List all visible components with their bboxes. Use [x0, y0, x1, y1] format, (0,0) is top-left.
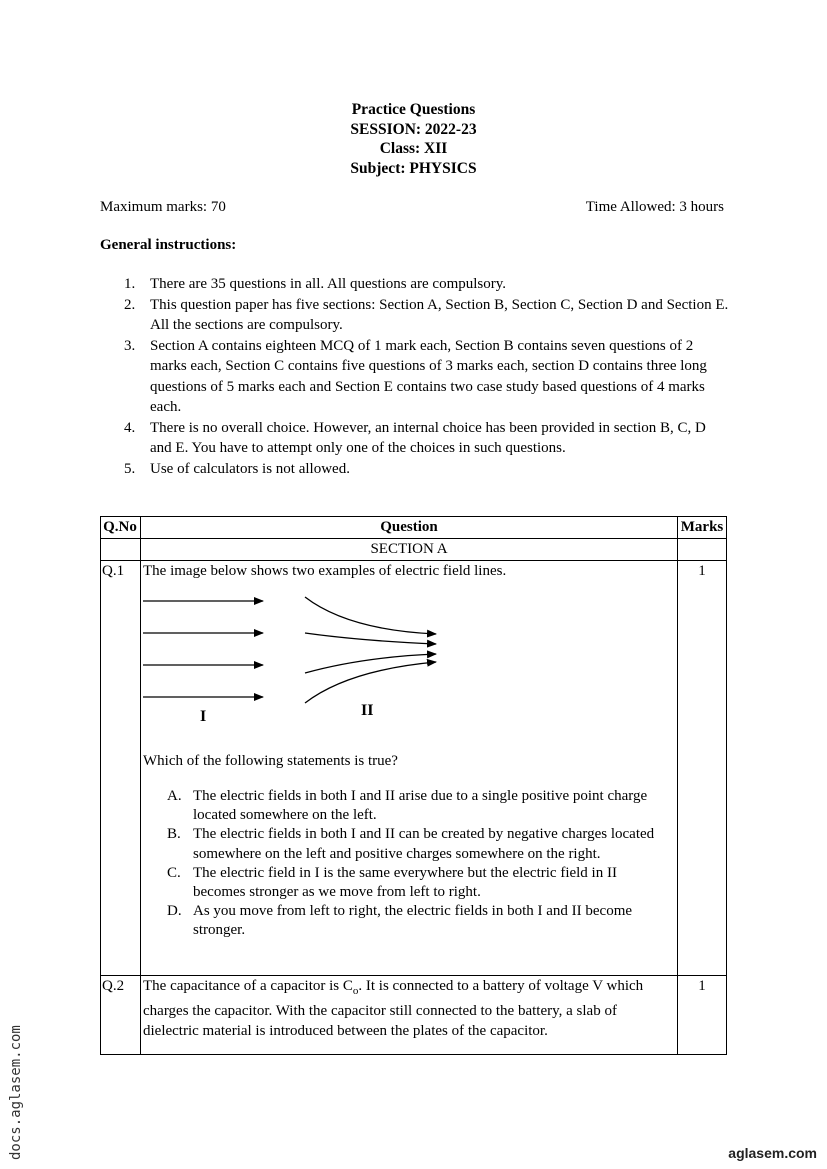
question-text: The image below shows two examples of electric field lines. — [143, 563, 507, 579]
question-number: Q.2 — [101, 976, 141, 1055]
instruction-text: There are 35 questions in all. All questions are compulsory. — [150, 276, 507, 292]
uniform-field-lines — [143, 601, 263, 697]
question-number: Q.1 — [101, 561, 141, 976]
question-text-end: . It is connected to a battery of voltage V which charges the capacitor. With the capacitor still connected to the battery, a slab of dielectric material is introduced between the plates of the capacitor. — [143, 978, 644, 1039]
option-text: The electric fields in both I and II can be created by negative charges located somewhere on the left and positive charges somewhere on the right. — [193, 826, 655, 862]
field-line — [305, 654, 436, 673]
question-text — [143, 976, 675, 1041]
option-item — [167, 825, 673, 863]
instruction-number: 4. — [124, 419, 136, 436]
option-text: The electric field in I is the same everywhere but the electric field in II becomes stronger as we move from left to right. — [193, 864, 617, 901]
instruction-item — [124, 418, 730, 459]
section-row — [101, 539, 727, 561]
option-letter: D. — [167, 903, 182, 920]
title-subject: Subject: PHYSICS — [350, 159, 477, 177]
general-instructions-heading: General instructions: — [100, 237, 237, 253]
question-prompt: Which of the following statements is true? — [143, 753, 398, 769]
instruction-number: 3. — [124, 337, 136, 354]
question-marks: 1 — [678, 561, 727, 976]
instruction-item — [124, 459, 730, 480]
side-watermark: docs.aglasem.com — [8, 1025, 24, 1160]
header-question: Question — [141, 517, 678, 539]
title-session: SESSION: 2022-23 — [350, 120, 477, 138]
header-marks: Marks — [678, 517, 727, 539]
converging-field-lines — [305, 597, 436, 703]
question-marks: 1 — [678, 976, 727, 1055]
electric-field-lines-figure — [143, 595, 463, 735]
instruction-text: This question paper has five sections: Section A, Section B, Section C, Section D and Section E. All the sections are compulsory. — [150, 296, 729, 333]
time-allowed: Time Allowed: 3 hours — [585, 199, 724, 215]
capacitance-subscript: o — [352, 985, 359, 997]
instruction-number: 2. — [124, 296, 136, 313]
header-qno: Q.No — [101, 517, 141, 539]
table-row — [101, 976, 727, 1055]
table-row — [101, 561, 727, 976]
section-empty-cell — [678, 539, 727, 561]
brand-footer: aglasem.com — [728, 1145, 817, 1161]
section-empty-cell — [101, 539, 141, 561]
document-title — [0, 100, 827, 178]
question-table — [100, 516, 727, 1055]
options-list — [143, 787, 675, 941]
instruction-text: Use of calculators is not allowed. — [150, 460, 350, 477]
section-title: SECTION A — [141, 539, 678, 561]
instruction-item — [124, 336, 730, 418]
figure-label-ii: II — [361, 702, 374, 719]
option-item — [167, 864, 673, 902]
instruction-text: There is no overall choice. However, an internal choice has been provided in section B, C, D and E. You have to attempt only one of the choices in such questions. — [150, 419, 706, 456]
option-letter: B. — [167, 826, 181, 843]
field-lines-diagram — [143, 595, 463, 735]
question-cell — [141, 976, 678, 1055]
maximum-marks: Maximum marks: 70 — [100, 199, 226, 215]
option-item — [167, 902, 673, 940]
field-line — [305, 597, 436, 634]
option-text: The electric fields in both I and II arise due to a single positive point charge located somewhere on the left. — [193, 788, 648, 824]
option-letter: C. — [167, 864, 181, 881]
option-letter: A. — [167, 788, 182, 804]
option-text: As you move from left to right, the electric fields in both I and II become stronger. — [193, 903, 633, 939]
field-line — [305, 633, 436, 644]
title-practice-questions: Practice Questions — [351, 101, 476, 118]
option-item — [167, 787, 673, 825]
instruction-item — [124, 274, 730, 295]
instruction-item — [124, 295, 730, 336]
question-cell — [141, 561, 678, 976]
instruction-number: 5. — [124, 460, 136, 477]
instruction-text: Section A contains eighteen MCQ of 1 mark each, Section B contains seven questions of 2 marks each, Section C contains five questions of 3 marks each, section D contains three long questions of 5 marks each and Section E contains two case study based questions of 4 marks each. — [150, 337, 707, 415]
instructions-list — [124, 274, 730, 479]
title-class: Class: XII — [379, 140, 448, 157]
question-text-start: The capacitance of a capacitor is C — [143, 978, 353, 994]
figure-label-i: I — [200, 708, 207, 725]
table-header-row — [101, 517, 727, 539]
instruction-number: 1. — [124, 276, 136, 292]
